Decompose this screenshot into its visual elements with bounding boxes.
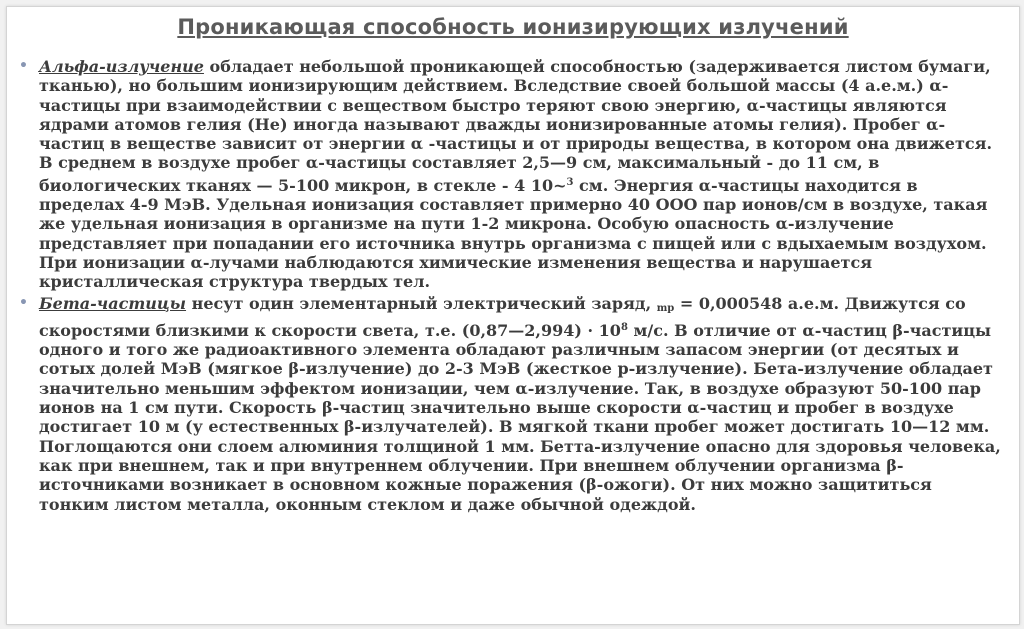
beta-term: Бета-частицы	[39, 293, 187, 313]
alpha-term: Альфа-излучение	[39, 57, 204, 76]
bullet-beta	[17, 294, 1007, 514]
beta-mass-symbol: m	[656, 302, 668, 314]
bullet-icon: •	[19, 58, 28, 74]
alpha-exponent: 3	[566, 176, 574, 188]
beta-mass-subscript: p	[667, 302, 675, 314]
beta-exponent: 8	[620, 321, 628, 333]
slide-content	[17, 57, 1007, 516]
beta-text-a: несут один элементарный электрический заряд,	[186, 293, 657, 313]
alpha-text: обладает небольшой проникающей способностью (задерживается листом бумаги, тканью), но большим ионизирующим действием. Вследствие своей большой массы (4 а.е.м.) α-частицы при взаимодействии с веществом быстро теряют свою энергию, α-частицы являются ядрами атомов гелия (Не) иногда называют дважды ионизированные атомы гелия). Пробег α-частиц в веществе зависит от энергии α -частицы и от природы вещества, в котором она движется. В среднем в воздухе пробег α-частицы составляет 2,5—9 см, максимальный - до 11 см, в биологических тканях — 5-100 микрон, в стекле - 4 10~	[39, 57, 993, 195]
beta-text-b: = 0,000548 а.е.м. Движутся со скоростями близкими к скорости света, т.е. (0,87—2,994) · 10	[39, 293, 966, 340]
beta-text-c: м/с. В отличие от α-частиц β-частицы одного и того же радиоактивного элемента обладают различным запасом энергии (от десятых и сотых долей МэВ (мягкое β-излучение) до 2-3 МэВ (жесткое р-излучение). Бета-излучение обладает значительно меньшим эффектом ионизации, чем α-излучение. Так, в воздухе образуют 50-100 пар ионов на 1 см пути. Скорость β-частиц значительно выше скорости α-частиц и пробег в воздухе достигает 10 м (у естественных β-излучателей). В мягкой ткани пробег может достигать 10—12 мм. Поглощаются они слоем алюминия толщиной 1 мм. Бетта-излучение опасно для здоровья человека, как при внешнем, так и при внутреннем облучении. При внешнем облучении организма β-источниками возникает в основном кожные поражения (β-ожоги). От них можно защититься тонким листом металла, оконным стеклом и даже обычной одеждой.	[39, 320, 1001, 514]
slide-title: Проникающая способность ионизирующих излучений	[177, 15, 849, 39]
bullet-alpha	[17, 57, 1007, 292]
slide-frame	[6, 6, 1020, 625]
bullet-icon: •	[19, 294, 28, 311]
alpha-text-end: см. Энергия α-частицы находится в пределах 4-9 МэВ. Удельная ионизация составляет примерно 40 ООО пар ионов/см в воздухе, такая же удельная ионизация в организме на пути 1-2 микрона. Особую опасность α-излучение представляет при попадании его источника внутрь организма с пищей или с вдыхаемым воздухом. При ионизации α-лучами наблюдаются химические изменения вещества и нарушается кристаллическая структура твердых тел.	[39, 175, 988, 292]
